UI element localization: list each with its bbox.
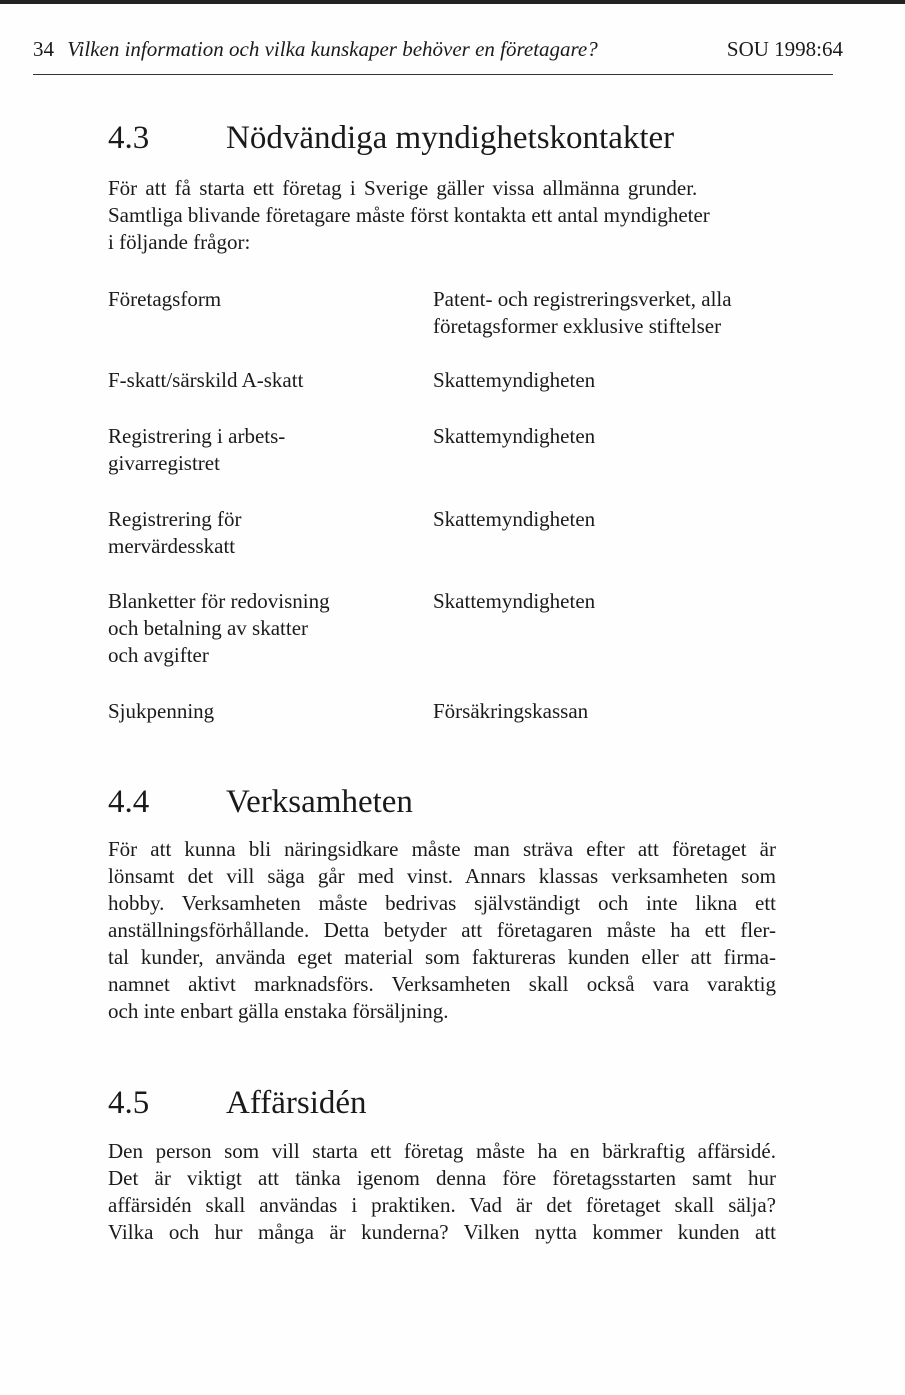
text-line: Det är viktigt att tänka igenom denna före företagsstarten samt hur [108, 1166, 776, 1190]
authority-cell: Skattemyndigheten [433, 368, 596, 392]
question-cell: Sjukpenning [108, 699, 215, 723]
text-line: tal kunder, använda eget material som faktureras kunden eller att firma- [108, 945, 776, 969]
page-number: 34 [33, 37, 54, 61]
authority-cell: Skattemyndigheten [433, 589, 596, 613]
section-heading-4-4 [108, 782, 413, 822]
text-line: lönsamt det vill säga går med vinst. Annars klassas verksamheten som [108, 864, 776, 888]
text-line: Den person som vill starta ett företag måste ha en bärkraftig affärsidé. [108, 1139, 776, 1163]
text-line: anställningsförhållande. Detta betyder att företagaren måste ha ett fler- [108, 918, 776, 942]
header-divider [33, 74, 833, 75]
section-number: 4.4 [108, 784, 150, 820]
question-cell: Företagsform [108, 287, 222, 311]
authority-cell: Skattemyndigheten [433, 424, 596, 448]
text-line: namnet aktivt marknadsförs. Verksamheten skall också vara varaktig [108, 972, 776, 996]
text-line: hobby. Verksamheten måste bedrivas självständigt och inte likna ett [108, 891, 776, 915]
section-number: 4.5 [108, 1085, 150, 1121]
section-heading-4-3 [108, 118, 674, 158]
question-cell: F-skatt/särskild A-skatt [108, 368, 304, 392]
section-title: Verksamheten [226, 784, 413, 820]
question-cell: Registrering för mervärdesskatt [108, 507, 242, 558]
text-line: För att kunna bli näringsidkare måste man sträva efter att företaget är [108, 837, 776, 861]
intro-paragraph [108, 175, 776, 256]
header-title: Vilken information och vilka kunskaper behöver en företagare? [67, 37, 598, 61]
section-title: Nödvändiga myndighetskontakter [226, 120, 675, 156]
section-heading-4-5 [108, 1083, 367, 1123]
running-header [33, 36, 843, 62]
text-line: För att få starta ett företag i Sverige gäller vissa allmänna grunder. [108, 176, 698, 200]
scan-edge [0, 0, 905, 4]
section-number: 4.3 [108, 120, 150, 156]
text-line: Vilka och hur många är kunderna? Vilken nytta kommer kunden att [108, 1220, 776, 1244]
text-line: affärsidén skall användas i praktiken. Vad är det företaget skall sälja? [108, 1193, 776, 1217]
authority-cell: Skattemyndigheten [433, 507, 596, 531]
body-paragraph [108, 836, 776, 1025]
document-reference: SOU 1998:64 [726, 37, 843, 61]
text-line: Samtliga blivande företagare måste först kontakta ett antal myndigheter [108, 203, 710, 227]
question-cell: Blanketter för redovisning och betalning av skatter och avgifter [108, 589, 330, 667]
text-line: och inte enbart gälla enstaka försäljning. [108, 999, 449, 1023]
authority-cell: Patent- och registreringsverket, alla företagsformer exklusive stiftelser [433, 287, 732, 338]
section-title: Affärsidén [226, 1085, 367, 1121]
text-line: i följande frågor: [108, 230, 251, 254]
body-paragraph [108, 1138, 776, 1246]
authority-cell: Försäkringskassan [433, 699, 589, 723]
question-cell: Registrering i arbets- givarregistret [108, 424, 286, 475]
